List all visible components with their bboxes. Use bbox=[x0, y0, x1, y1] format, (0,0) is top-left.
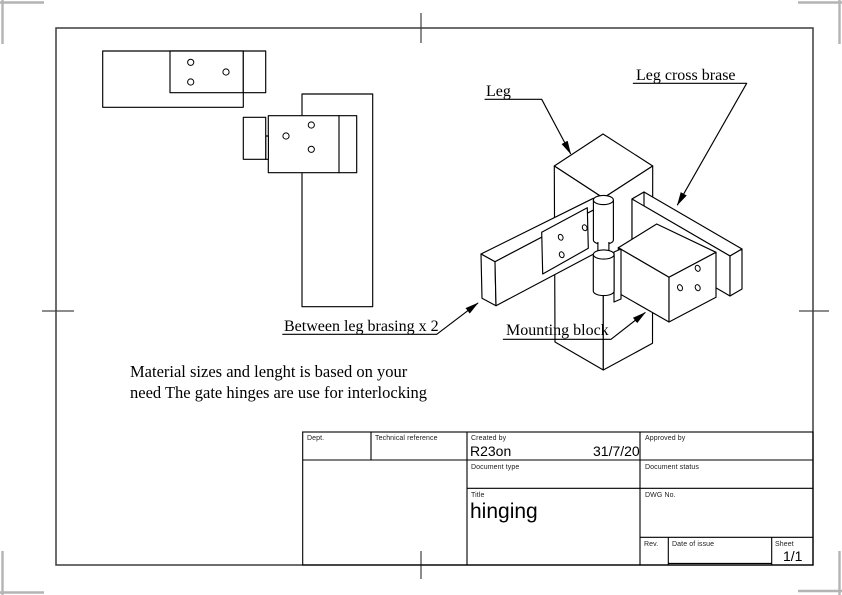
ortho-view-horizontal-bar bbox=[103, 51, 266, 107]
note-line-2: need The gate hinges are use for interlocking bbox=[130, 382, 428, 402]
screw-hole bbox=[283, 133, 289, 139]
label-between-leg-bracing: Between leg brasing x 2 bbox=[284, 317, 439, 335]
rev-label: Rev. bbox=[644, 540, 659, 548]
approved-by-label: Approved by bbox=[645, 435, 686, 442]
ortho-view-vertical-bar bbox=[243, 94, 372, 307]
sheet-value: 1/1 bbox=[783, 548, 803, 564]
hinge-knuckle bbox=[243, 51, 265, 93]
technical-reference-label: Technical reference bbox=[375, 435, 438, 442]
title-value: hinging bbox=[470, 500, 538, 523]
label-mounting-block: Mounting block bbox=[506, 322, 609, 339]
created-by-label: Created by bbox=[471, 435, 507, 442]
screw-hole bbox=[188, 79, 194, 85]
title-block-grid bbox=[303, 432, 813, 565]
screw-hole bbox=[188, 59, 194, 65]
label-leg-cross-brace: Leg cross brase bbox=[636, 67, 736, 84]
sheet-label: Sheet bbox=[775, 540, 794, 548]
created-by-value: R23on bbox=[470, 443, 512, 459]
document-status-label: Document status bbox=[645, 463, 700, 471]
dwg-no-label: DWG No. bbox=[645, 492, 676, 499]
screw-hole bbox=[308, 146, 314, 152]
created-date-value: 31/7/20 bbox=[593, 443, 640, 459]
date-of-issue-label: Date of issue bbox=[672, 540, 715, 548]
document-type-label: Document type bbox=[471, 463, 520, 471]
hinge-plate bbox=[170, 51, 243, 93]
dept-label: Dept. bbox=[307, 435, 325, 442]
brace-left-end bbox=[481, 254, 496, 306]
note-text bbox=[130, 362, 427, 403]
title-label: Title bbox=[471, 492, 485, 499]
cross-brace-right-end bbox=[730, 249, 742, 296]
hinge-knuckle bbox=[243, 117, 265, 159]
note-line-1: Material sizes and lenght is based on your bbox=[130, 362, 408, 381]
label-leg: Leg bbox=[486, 82, 511, 100]
lower-hinge-barrel bbox=[593, 250, 614, 296]
screw-hole bbox=[308, 122, 314, 128]
lower-hinge-leaf bbox=[614, 249, 621, 302]
leader-leg bbox=[485, 99, 571, 153]
screw-hole bbox=[223, 69, 229, 75]
